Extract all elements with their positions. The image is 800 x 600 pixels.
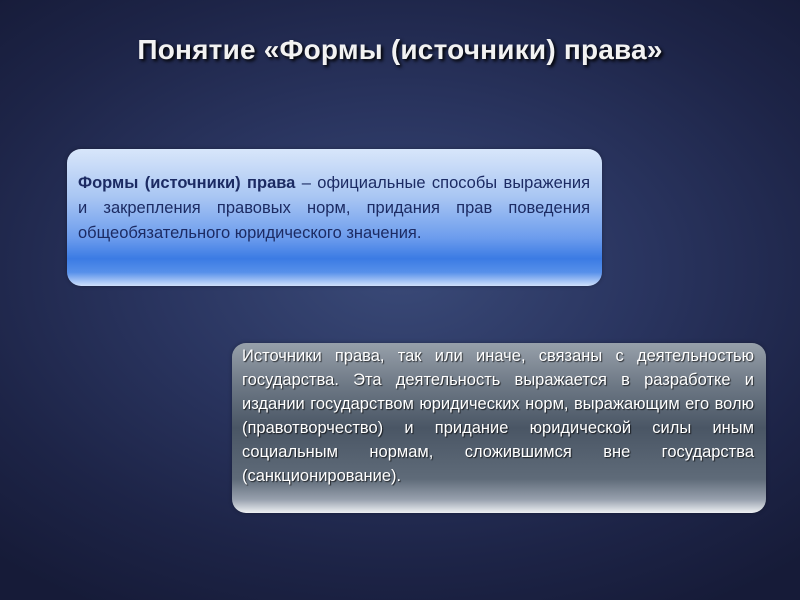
definition-box	[67, 149, 602, 286]
definition-paragraph	[78, 171, 590, 246]
definition-term: Формы (источники) права	[78, 174, 296, 192]
explanation-text: Источники права, так или иначе, связаны с деятельностью государства. Эта деятельность выражается в разработке и издании государством юридических норм, выражающим его волю (правотворчество) и придание юридической силы иным социальным нормам, сложившимся вне государства (санкционирование).	[242, 347, 754, 485]
explanation-box	[232, 343, 766, 513]
slide-title: Понятие «Формы (источники) права»	[137, 34, 663, 65]
definition-text: – официальные способы выражения и закрепления правовых норм, придания прав поведения общеобязательного юридического значения.	[78, 174, 591, 242]
